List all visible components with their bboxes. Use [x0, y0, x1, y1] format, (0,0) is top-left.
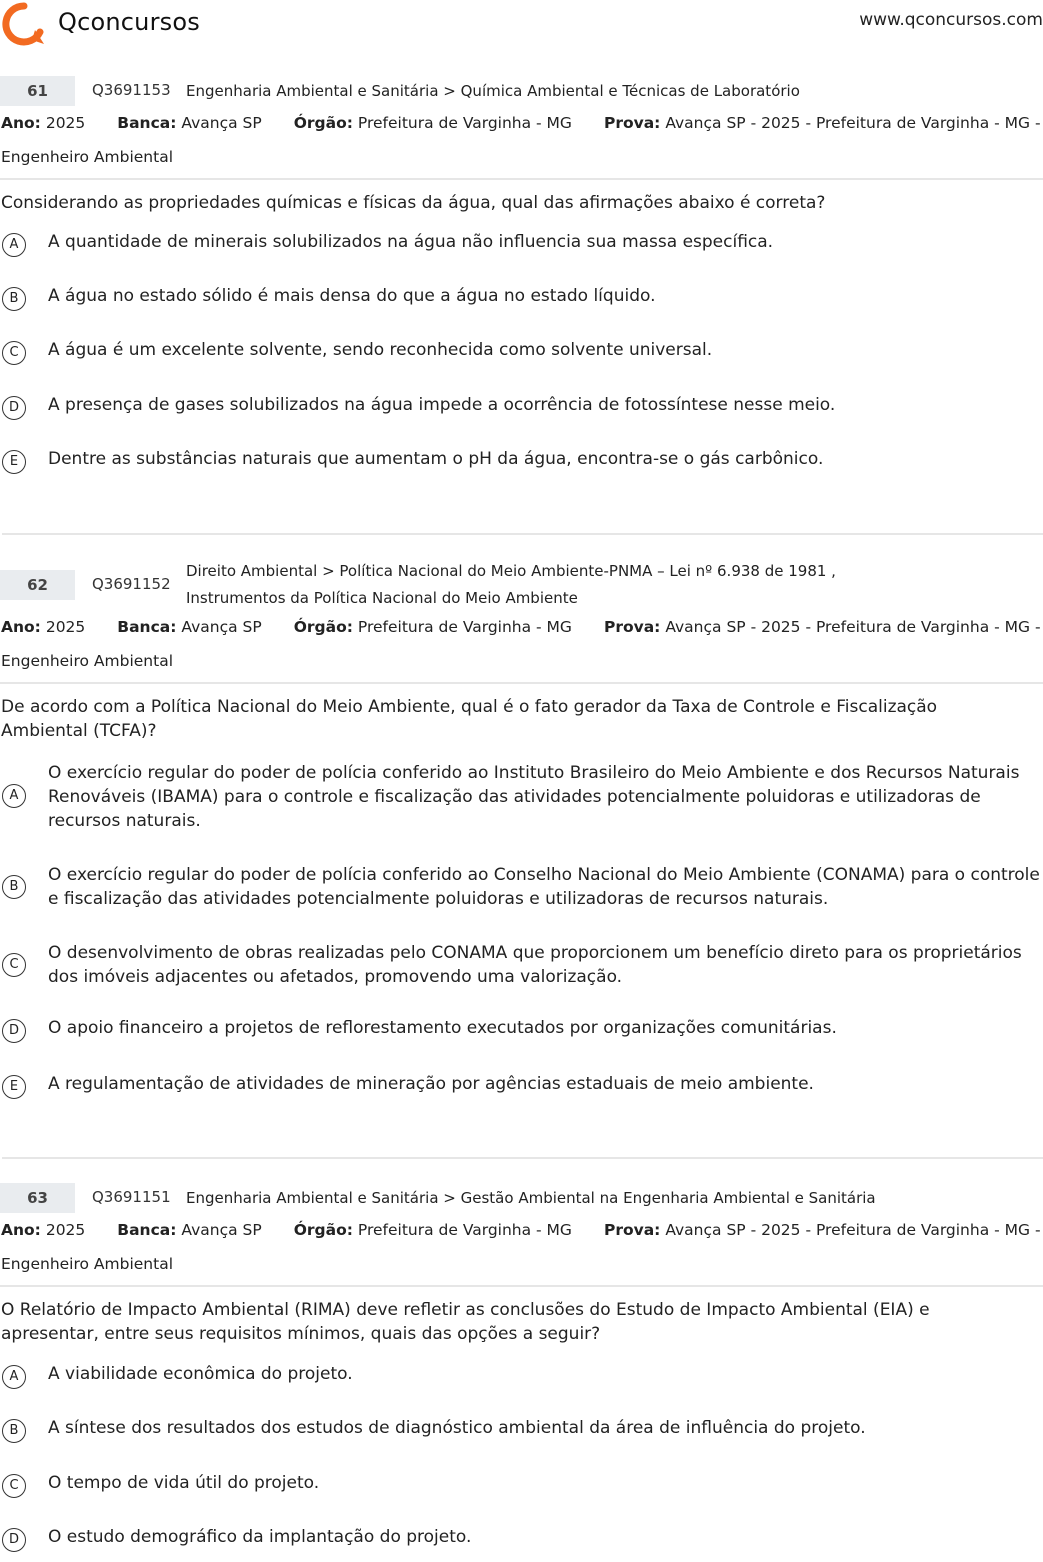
alternative-a[interactable]: [0, 1362, 1043, 1392]
banca-value[interactable]: Avança SP: [181, 1221, 262, 1239]
prova-label: Prova:: [603, 618, 661, 636]
alternative-letter[interactable]: D: [2, 396, 26, 420]
alternative-b[interactable]: [0, 1416, 1043, 1446]
orgao-label: Órgão:: [293, 114, 353, 132]
alternative-letter[interactable]: A: [2, 1365, 26, 1389]
alternative-text: O apoio financeiro a projetos de reflorestamento executados por organizações comunitárias.: [48, 1018, 837, 1038]
page-header: [0, 0, 1043, 48]
alternatives-list: [0, 759, 1043, 1102]
divider: [0, 178, 1043, 180]
alternative-e[interactable]: [0, 1072, 1043, 1102]
alternative-text: A água é um excelente solvente, sendo reconhecida como solvente universal.: [48, 340, 713, 360]
alternative-letter[interactable]: E: [2, 1075, 26, 1099]
alternative-d[interactable]: [0, 1016, 1043, 1046]
question-number: 62: [0, 570, 75, 600]
question-separator: [2, 533, 1043, 535]
prova-value[interactable]: Avança SP - 2025 - Prefeitura de Varginha - MG - Engenheiro Ambiental: [1, 618, 1041, 670]
orgao-label: Órgão:: [293, 618, 353, 636]
alternative-letter[interactable]: D: [2, 1019, 26, 1043]
question-number: 63: [0, 1183, 75, 1213]
alternative-letter[interactable]: A: [2, 784, 26, 808]
question-subject[interactable]: [186, 558, 836, 612]
question-header: [0, 76, 1043, 106]
question-separator: [2, 1157, 1043, 1159]
banca-label: Banca:: [117, 618, 177, 636]
alternative-text: O tempo de vida útil do projeto.: [48, 1473, 320, 1493]
orgao-value[interactable]: Prefeitura de Varginha - MG: [357, 1221, 572, 1239]
question-header: [0, 562, 1043, 607]
alternative-text: O exercício regular do poder de polícia conferido ao Instituto Brasileiro do Meio Ambiente e dos Recursos Naturais Renováveis (IBAMA) para o controle e fiscalização das atividades potencialmente poluidoras e utilizadoras de recursos naturais.: [48, 763, 1020, 831]
banca-label: Banca:: [117, 1221, 177, 1239]
alternative-letter[interactable]: C: [2, 341, 26, 365]
question-card: [0, 1183, 1043, 1555]
question-meta: [0, 106, 1043, 174]
question-statement: De acordo com a Política Nacional do Meio Ambiente, qual é o fato gerador da Taxa de Controle e Fiscalização Ambiental (TCFA)?: [1, 697, 938, 741]
alternative-e[interactable]: [0, 447, 1043, 477]
banca-label: Banca:: [117, 114, 177, 132]
alternative-letter[interactable]: C: [2, 1474, 26, 1498]
alternative-text: Dentre as substâncias naturais que aumentam o pH da água, encontra-se o gás carbônico.: [48, 449, 824, 469]
orgao-value[interactable]: Prefeitura de Varginha - MG: [357, 114, 572, 132]
subject-line-2[interactable]: Instrumentos da Política Nacional do Meio Ambiente: [186, 589, 578, 607]
divider: [0, 682, 1043, 684]
alternative-text: A presença de gases solubilizados na água impede a ocorrência de fotossíntese nesse meio.: [48, 395, 836, 415]
alternative-text: A síntese dos resultados dos estudos de diagnóstico ambiental da área de influência do projeto.: [48, 1418, 866, 1438]
question-meta: [0, 610, 1043, 678]
alternatives-list: [0, 230, 1043, 477]
question-id[interactable]: Q3691153: [92, 81, 171, 99]
banca-value[interactable]: Avança SP: [181, 114, 262, 132]
prova-value[interactable]: Avança SP - 2025 - Prefeitura de Varginha - MG - Engenheiro Ambiental: [1, 1221, 1041, 1273]
alternative-c[interactable]: [0, 338, 1043, 368]
ano-value: 2025: [45, 1221, 86, 1239]
divider: [0, 1285, 1043, 1287]
question-statement: Considerando as propriedades químicas e físicas da água, qual das afirmações abaixo é correta?: [1, 193, 826, 213]
question-statement: O Relatório de Impacto Ambiental (RIMA) deve refletir as conclusões do Estudo de Impacto Ambiental (EIA) e apresentar, entre seus requisitos mínimos, quais das opções a seguir?: [1, 1300, 930, 1344]
subject-line-1[interactable]: Direito Ambiental > Política Nacional do Meio Ambiente-PNMA – Lei nº 6.938 de 1981 ,: [186, 562, 836, 580]
alternative-text: O estudo demográfico da implantação do projeto.: [48, 1527, 472, 1547]
question-card: [0, 76, 1043, 477]
site-url[interactable]: www.qconcursos.com: [859, 10, 1043, 30]
alternative-c[interactable]: [0, 1471, 1043, 1501]
alternative-letter[interactable]: A: [2, 233, 26, 257]
alternative-text: A regulamentação de atividades de mineração por agências estaduais de meio ambiente.: [48, 1074, 814, 1094]
alternative-d[interactable]: [0, 393, 1043, 423]
alternative-text: O exercício regular do poder de polícia conferido ao Conselho Nacional do Meio Ambiente (CONAMA) para o controle e fiscalização das atividades potencialmente poluidoras e utilizadoras de recursos naturais.: [48, 865, 1040, 909]
orgao-label: Órgão:: [293, 1221, 353, 1239]
question-subject[interactable]: Engenharia Ambiental e Sanitária > Gestão Ambiental na Engenharia Ambiental e Sanitária: [186, 1189, 876, 1207]
alternative-a[interactable]: [0, 759, 1043, 833]
alternative-letter[interactable]: B: [2, 875, 26, 899]
alternative-letter[interactable]: B: [2, 287, 26, 311]
ano-label: Ano:: [1, 114, 41, 132]
alternative-b[interactable]: [0, 863, 1043, 911]
question-card: [0, 562, 1043, 1102]
orgao-value[interactable]: Prefeitura de Varginha - MG: [357, 618, 572, 636]
question-subject[interactable]: Engenharia Ambiental e Sanitária > Química Ambiental e Técnicas de Laboratório: [186, 82, 800, 100]
alternative-letter[interactable]: E: [2, 450, 26, 474]
alternative-letter[interactable]: B: [2, 1419, 26, 1443]
alternative-text: A água no estado sólido é mais densa do que a água no estado líquido.: [48, 286, 656, 306]
alternative-letter[interactable]: D: [2, 1528, 26, 1552]
prova-label: Prova:: [603, 1221, 661, 1239]
alternative-c[interactable]: [0, 941, 1043, 989]
alternative-a[interactable]: [0, 230, 1043, 260]
ano-value: 2025: [45, 618, 86, 636]
ano-label: Ano:: [1, 618, 41, 636]
question-header: [0, 1183, 1043, 1213]
question-number: 61: [0, 76, 75, 106]
alternative-b[interactable]: [0, 284, 1043, 314]
alternatives-list: [0, 1362, 1043, 1555]
alternative-letter[interactable]: C: [2, 953, 26, 977]
alternative-text: A quantidade de minerais solubilizados na água não influencia sua massa específica.: [48, 232, 774, 252]
alternative-d[interactable]: [0, 1525, 1043, 1555]
brand-name: Qconcursos: [58, 8, 200, 36]
alternative-text: O desenvolvimento de obras realizadas pelo CONAMA que proporcionem um benefício direto para os proprietários dos imóveis adjacentes ou afetados, promovendo uma valorização.: [48, 943, 1022, 987]
question-id[interactable]: Q3691152: [92, 575, 171, 593]
ano-value: 2025: [45, 114, 86, 132]
prova-label: Prova:: [603, 114, 661, 132]
question-id[interactable]: Q3691151: [92, 1188, 171, 1206]
ano-label: Ano:: [1, 1221, 41, 1239]
question-meta: [0, 1213, 1043, 1281]
qconcursos-logo-icon: [2, 2, 46, 46]
prova-value[interactable]: Avança SP - 2025 - Prefeitura de Varginha - MG - Engenheiro Ambiental: [1, 114, 1041, 166]
banca-value[interactable]: Avança SP: [181, 618, 262, 636]
alternative-text: A viabilidade econômica do projeto.: [48, 1364, 353, 1384]
